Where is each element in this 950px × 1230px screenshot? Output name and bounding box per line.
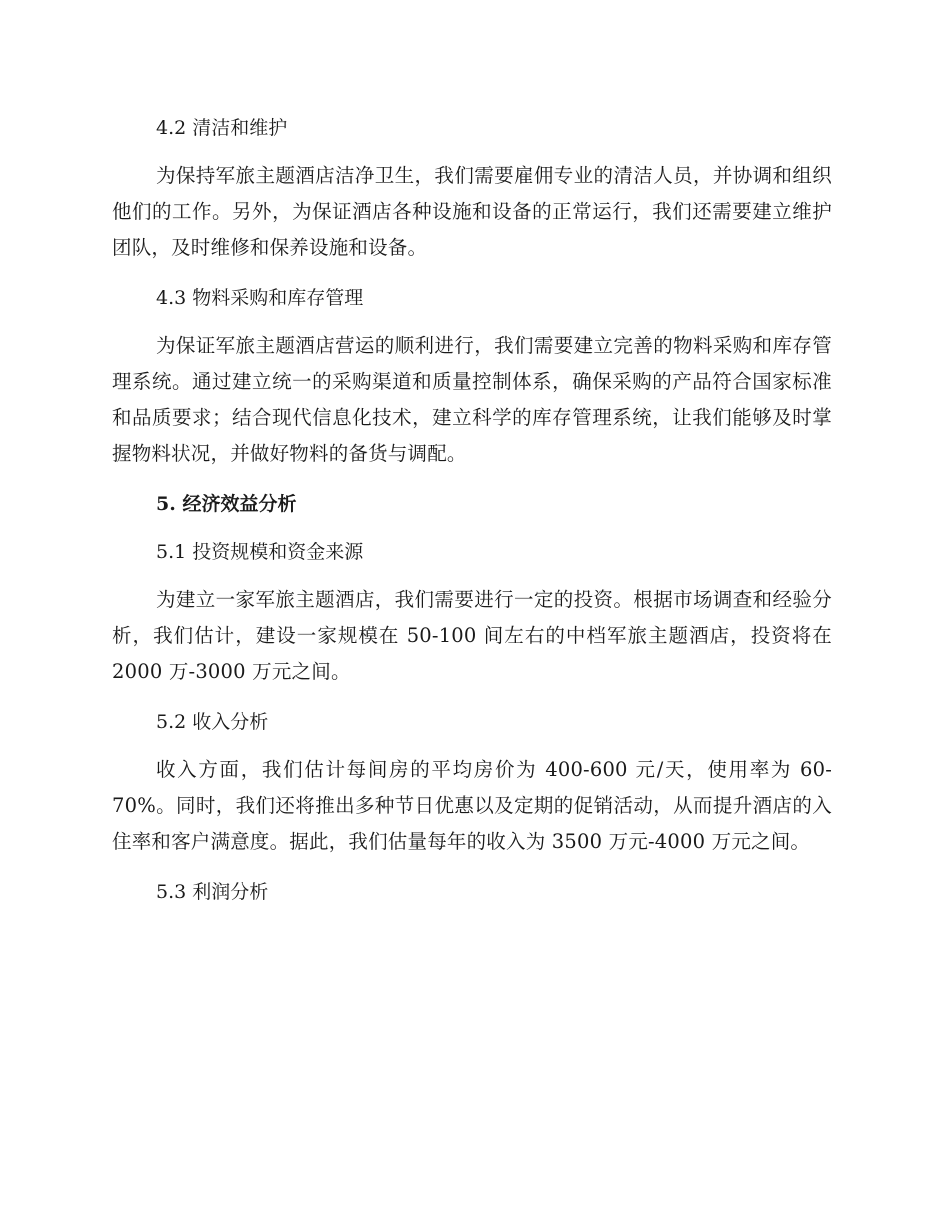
section-heading-4-2: 4.2 清洁和维护 bbox=[156, 117, 288, 139]
section-heading-5-2: 5.2 收入分析 bbox=[156, 711, 269, 733]
section-heading-5-1: 5.1 投资规模和资金来源 bbox=[156, 541, 364, 563]
section-paragraph-5-1: 为建立一家军旅主题酒店，我们需要进行一定的投资。根据市场调查和经验分析，我们估计，建设一家规模在 50-100 间左右的中档军旅主题酒店，投资将在 2000 万-3000 万元之间。 bbox=[112, 588, 832, 683]
section-heading-4-3: 4.3 物料采购和库存管理 bbox=[156, 287, 364, 309]
section-paragraph-5-2: 收入方面，我们估计每间房的平均房价为 400-600 元/天，使用率为 60-70%。同时，我们还将推出多种节日优惠以及定期的促销活动，从而提升酒店的入住率和客户满意度。据此，我们估量每年的收入为 3500 万元-4000 万元之间。 bbox=[112, 758, 832, 853]
document-body bbox=[112, 110, 832, 922]
chapter-heading-5: 5. 经济效益分析 bbox=[156, 493, 297, 515]
section-paragraph-4-3: 为保证军旅主题酒店营运的顺利进行，我们需要建立完善的物料采购和库存管理系统。通过建立统一的采购渠道和质量控制体系，确保采购的产品符合国家标准和品质要求；结合现代信息化技术，建立科学的库存管理系统，让我们能够及时掌握物料状况，并做好物料的备货与调配。 bbox=[112, 334, 832, 465]
section-paragraph-4-2: 为保持军旅主题酒店洁净卫生，我们需要雇佣专业的清洁人员，并协调和组织他们的工作。另外，为保证酒店各种设施和设备的正常运行，我们还需要建立维护团队，及时维修和保养设施和设备。 bbox=[112, 164, 832, 259]
section-heading-5-3: 5.3 利润分析 bbox=[156, 881, 269, 903]
